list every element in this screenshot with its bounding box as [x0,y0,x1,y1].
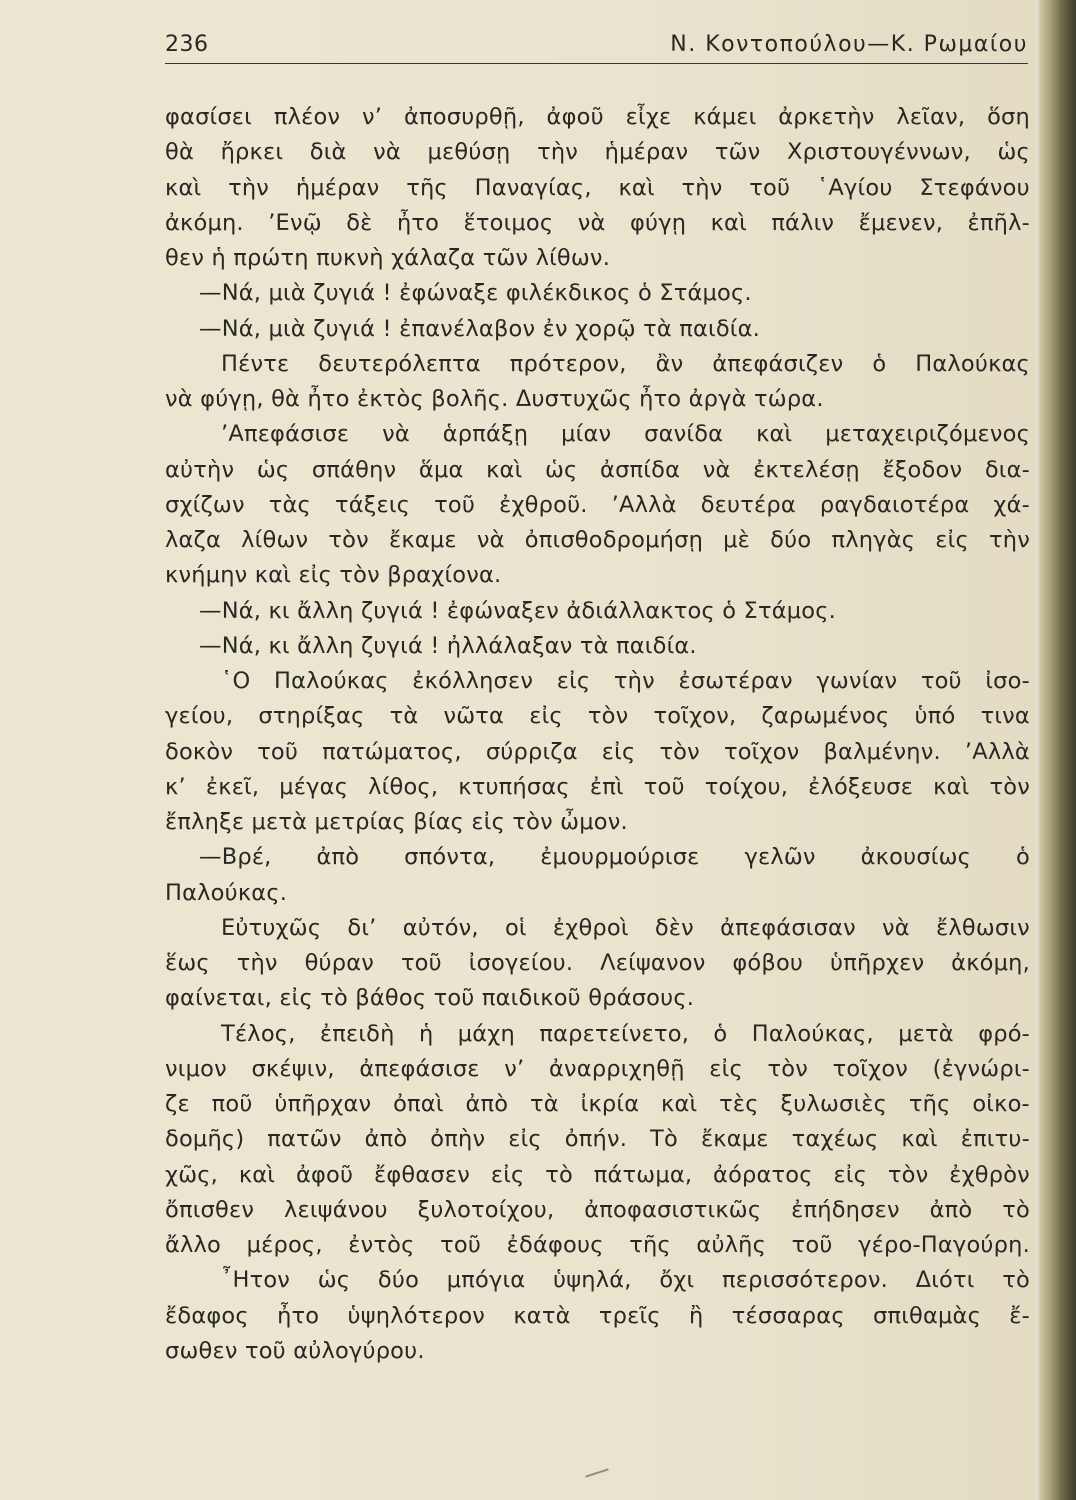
text-line: ἔδαφος ἦτο ὑψηλότερον κατὰ τρεῖς ἢ τέσσαρας σπιθαμὰς ἔ- [165,1302,1030,1329]
text-line: χῶς, καὶ ἀφοῦ ἔφθασεν εἰς τὸ πάτωμα, ἀόρατος εἰς τὸν ἐχθρὸν [165,1161,1030,1188]
text-line: ἄλλο μέρος, ἐντὸς τοῦ ἐδάφους τῆς αὐλῆς τοῦ γέρο-Παγούρη. [165,1232,1030,1258]
text-line: αὐτὴν ὡς σπάθην ἅμα καὶ ὡς ἀσπίδα νὰ ἐκτελέσῃ ἔξοδον δια- [165,456,1030,483]
header-rule [165,63,1028,64]
page-header [165,26,1028,66]
text-line: γείου, στηρίξας τὰ νῶτα εἰς τὸν τοῖχον, ζαρωμένος ὑπό τινα [165,703,1030,730]
text-line: ῾Ο Παλούκας ἐκόλλησεν εἰς τὴν ἐσωτέραν γωνίαν τοῦ ἰσο- [221,668,1030,694]
text-line: Πέντε δευτερόλεπτα πρότερον, ἂν ἀπεφάσιζεν ὁ Παλούκας [221,350,1030,377]
text-line: ἔπληξε μετὰ μετρίας βίας εἰς τὸν ὦμον. [165,809,628,835]
text-line: νὰ φύγῃ, θὰ ἦτο ἐκτὸς βολῆς. Δυστυχῶς ἦτο ἀργὰ τώρα. [165,386,824,412]
text-line: θὰ ἤρκει διὰ νὰ μεθύσῃ τὴν ἡμέραν τῶν Χριστουγέννων, ὡς [165,139,1030,166]
text-line: Τέλος, ἐπειδὴ ἡ μάχη παρετείνετο, ὁ Παλούκας, μετὰ φρό- [221,1020,1030,1047]
body-text [165,100,1030,1369]
text-line: ὄπισθεν λειψάνου ξυλοτοίχου, ἀποφασιστικῶς ἐπήδησεν ἀπὸ τὸ [165,1196,1030,1223]
text-line: —Νά, μιὰ ζυγιά ! ἐφώναξε φιλέκδικος ὁ Στάμος. [199,280,752,307]
text-line: φασίσει πλέον ν’ ἀποσυρθῇ, ἀφοῦ εἶχε κάμει ἀρκετὴν λεῖαν, ὅση [165,104,1030,130]
text-line: Παλούκας. [165,879,288,906]
text-line: —Νά, μιὰ ζυγιά ! ἐπανέλαβον ἐν χορῷ τὰ παιδία. [199,315,760,342]
text-line: ἀκόμη. ’Ενῷ δὲ ἦτο ἕτοιμος νὰ φύγῃ καὶ πάλιν ἔμενεν, ἐπῆλ- [165,209,1030,236]
text-line: ῏Ητον ὡς δύο μπόγια ὑψηλά, ὄχι περισσότερον. Διότι τὸ [221,1267,1030,1294]
text-line: κ’ ἐκεῖ, μέγας λίθος, κτυπήσας ἐπὶ τοῦ τοίχου, ἐλόξευσε καὶ τὸν [165,773,1030,800]
page-number: 236 [165,32,209,57]
text-line: —Βρέ, ἀπὸ σπόντα, ἐμουρμούρισε γελῶν ἀκουσίως ὁ [199,844,1030,871]
text-line: ἕως τὴν θύραν τοῦ ἰσογείου. Λείψανον φόβου ὑπῆρχεν ἀκόμη, [165,950,1030,976]
text-line: δοκὸν τοῦ πατώματος, σύρριζα εἰς τὸν τοῖχον βαλμένην. ’Αλλὰ [165,738,1030,765]
book-binding [1040,0,1076,1500]
text-line: κνήμην καὶ εἰς τὸν βραχίονα. [165,562,502,589]
text-line: δομῆς) πατῶν ἀπὸ ὀπὴν εἰς ὀπήν. Τὸ ἔκαμε ταχέως καὶ ἐπιτυ- [165,1126,1030,1153]
text-line: —Νά, κι ἄλλη ζυγιά ! ἠλλάλαξαν τὰ παιδία. [199,632,697,659]
text-line: ζε ποῦ ὑπῆρχαν ὀπαὶ ἀπὸ τὰ ἰκρία καὶ τὲς ξυλωσιὲς τῆς οἰκο- [165,1091,1030,1117]
running-head: Ν. Κοντοπούλου—Κ. Ρωμαίου [670,32,1028,57]
text-line: καὶ τὴν ἡμέραν τῆς Παναγίας, καὶ τὴν τοῦ ῾Αγίου Στεφάνου [165,174,1030,201]
text-line: λαζα λίθων τὸν ἔκαμε νὰ ὀπισθοδρομήσῃ μὲ δύο πληγὰς εἰς τὴν [165,527,1030,553]
text-line: ’Απεφάσισε νὰ ἁρπάξῃ μίαν σανίδα καὶ μεταχειριζόμενος [221,421,1030,448]
text-line: Εὐτυχῶς δι’ αὐτόν, οἱ ἐχθροὶ δὲν ἀπεφάσισαν νὰ ἔλθωσιν [221,914,1030,941]
text-line: σχίζων τὰς τάξεις τοῦ ἐχθροῦ. ’Αλλὰ δευτέρα ραγδαιοτέρα χά- [165,491,1030,518]
text-line: σωθεν τοῦ αὐλογύρου. [165,1337,425,1364]
text-line: νιμον σκέψιν, ἀπεφάσισε ν’ ἀναρριχηθῇ εἰς τὸν τοῖχον (ἐγνώρι- [165,1055,1030,1082]
text-line: φαίνεται, εἰς τὸ βάθος τοῦ παιδικοῦ θράσους. [165,985,695,1012]
text-line: —Νά, κι ἄλλη ζυγιά ! ἐφώναξεν ἀδιάλλακτος ὁ Στάμος. [199,597,836,624]
text-line: θεν ἡ πρώτη πυκνὴ χάλαζα τῶν λίθων. [165,245,611,271]
